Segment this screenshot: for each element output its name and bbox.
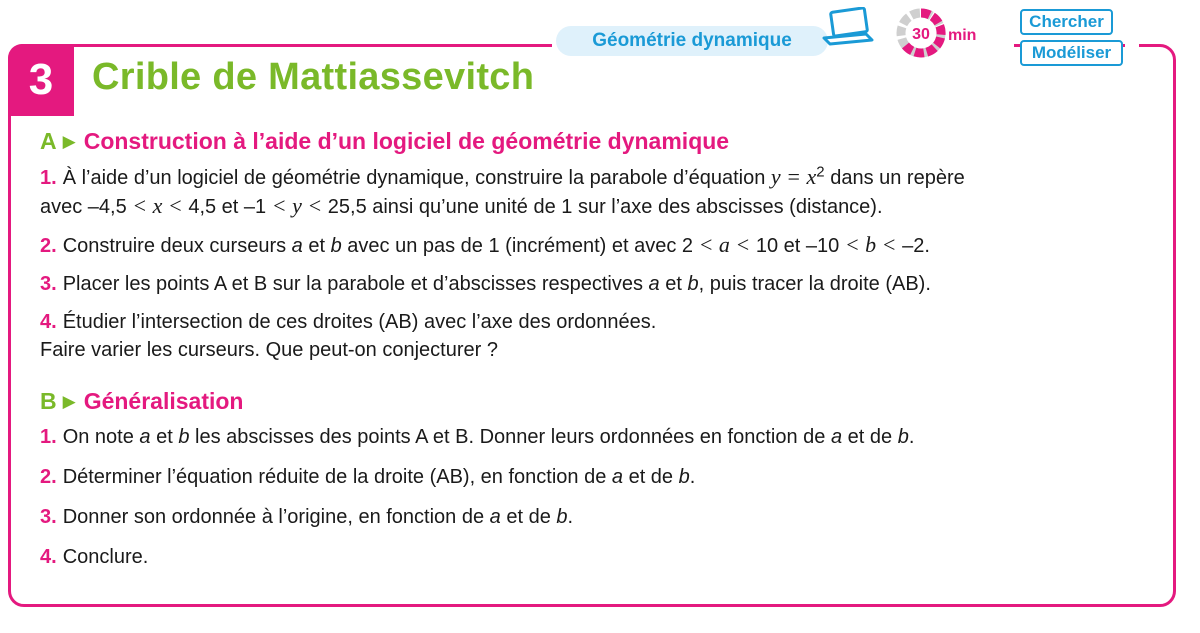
equation: y = x bbox=[770, 164, 817, 189]
inequality-a: < a < bbox=[698, 232, 751, 257]
question-a3: 3. Placer les points A et B sur la parabole et d’abscisses respectives a et b, puis tracer la droite (AB). bbox=[40, 273, 931, 295]
frame-gap-right bbox=[1125, 38, 1139, 52]
timer-unit: min bbox=[948, 27, 977, 44]
question-b2: 2. Déterminer l’équation réduite de la droite (AB), en fonction de a et de b. bbox=[40, 466, 696, 488]
part-b-letter: B bbox=[40, 388, 57, 414]
triangle-arrow-icon: ▶ bbox=[62, 391, 76, 411]
question-a4: 4. Étudier l’intersection de ces droites (AB) avec l’axe des ordonnées. Faire varier les curseurs. Que peut-on conjecturer ? bbox=[40, 311, 657, 361]
question-number: 3. bbox=[40, 273, 57, 295]
tag-chercher: Chercher bbox=[1020, 9, 1113, 35]
part-b-title: Généralisation bbox=[83, 388, 244, 414]
timer-value: 30 bbox=[912, 26, 930, 43]
exercise-title: Crible de Mattiassevitch bbox=[92, 56, 535, 98]
question-a1: 1. À l’aide d’un logiciel de géométrie dynamique, construire la parabole d’équation $y = x^2$ dans un repère avec –4,5 < x < 4,5 et –1 < y < 25,5 ainsi qu’une unité de 1 sur l’axe des abscisses (distance). bbox=[40, 163, 965, 218]
part-a-heading bbox=[40, 128, 1160, 155]
tag-modeliser: Modéliser bbox=[1020, 40, 1123, 66]
question-number: 3. bbox=[40, 506, 57, 528]
question-number: 2. bbox=[40, 466, 57, 488]
part-a-letter: A bbox=[40, 128, 57, 154]
part-b-heading bbox=[40, 388, 1160, 415]
question-number: 4. bbox=[40, 546, 57, 568]
exercise-content bbox=[40, 128, 1160, 571]
geometry-badge: Géométrie dynamique bbox=[556, 26, 828, 56]
laptop-icon bbox=[822, 7, 874, 47]
question-b4: 4. Conclure. bbox=[40, 546, 149, 568]
question-b1: 1. On note a et b les abscisses des points A et B. Donner leurs ordonnées en fonction de a et de b. bbox=[40, 426, 915, 448]
exercise-number: 3 bbox=[8, 44, 74, 116]
part-a-title: Construction à l’aide d’un logiciel de géométrie dynamique bbox=[83, 128, 730, 154]
inequality-x: < x < bbox=[132, 193, 183, 218]
question-number: 4. bbox=[40, 311, 57, 333]
inequality-y: < y < bbox=[271, 193, 323, 218]
triangle-arrow-icon: ▶ bbox=[62, 131, 76, 151]
inequality-b: < b < bbox=[844, 232, 897, 257]
question-number: 2. bbox=[40, 235, 57, 257]
timer-icon bbox=[896, 8, 946, 58]
question-number: 1. bbox=[40, 167, 57, 189]
question-b3: 3. Donner son ordonnée à l’origine, en fonction de a et de b. bbox=[40, 506, 574, 528]
exponent: 2 bbox=[816, 163, 825, 181]
question-number: 1. bbox=[40, 426, 57, 448]
question-a2: 2. Construire deux curseurs a et b avec un pas de 1 (incrément) et avec 2 < a < 10 et –10 < b < –2. bbox=[40, 232, 930, 257]
